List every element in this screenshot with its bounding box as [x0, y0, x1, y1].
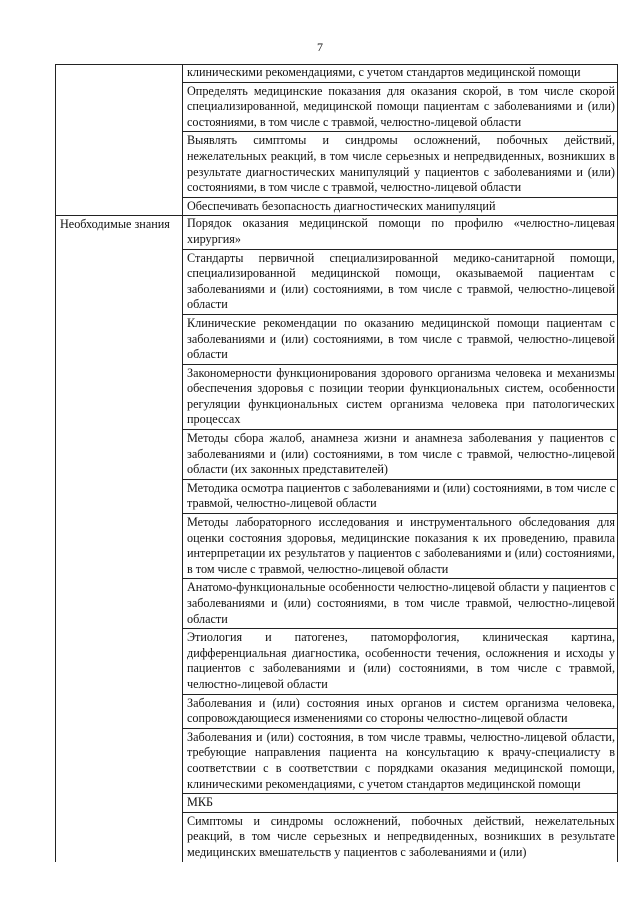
list-item: Симптомы и синдромы осложнений, побочных действий, нежелательных реакций, в том числе серьезных и непредвиденных, возникших в результате медицинских вмешательств у пациентов с заболеваниями и (или) [187, 813, 615, 859]
list-item: МКБ [183, 795, 617, 813]
list-item: Методы сбора жалоб, анамнеза жизни и анамнеза заболевания у пациентов с заболеваниями и (или) состояниями, в том числе с травмой, челюстно-лицевой области (их законных представителей) [183, 431, 617, 480]
row-label [56, 65, 182, 66]
list-item: Порядок оказания медицинской помощи по профилю «челюстно-лицевая хирургия» [183, 216, 617, 249]
list-item: Этиология и патогенез, патоморфология, клиническая картина, дифференциальная диагностика, особенности течения, осложнения и исходы у пациентов с заболеваниями и (или) состояниями, в том числе с травмой, челюстно-лицевой области [183, 630, 617, 694]
row-content-cell [183, 216, 618, 862]
list-item: Стандарты первичной специализированной медико-санитарной помощи, специализированной медицинской помощи, оказываемой пациентам с заболеваниями и (или) состояниями, в том числе с травмой, челюстно-лицевой области [183, 251, 617, 315]
list-item: клиническими рекомендациями, с учетом стандартов медицинской помощи [183, 65, 617, 83]
list-item: Методика осмотра пациентов с заболеваниями и (или) состояниями, в том числе с травмой, челюстно-лицевой области [183, 481, 617, 514]
list-item: Обеспечивать безопасность диагностических манипуляций [187, 198, 496, 213]
list-item: Методы лабораторного исследования и инструментального обследования для оценки состояния здоровья, медицинские показания к их проведению, правила интерпретации их результатов у пациентов с заболеваниями и (или) состояниями, в том числе с травмой, челюстно-лицевой области [183, 515, 617, 579]
list-item: Заболевания и (или) состояния иных органов и систем организма человека, сопровождающиеся изменениями со стороны челюстно-лицевой области [183, 696, 617, 729]
list-item: Определять медицинские показания для оказания скорой, в том числе скорой специализированной, медицинской помощи пациентам с заболеваниями и (или) состояниями, в том числе с травмой, челюстно-лицевой области [183, 84, 617, 133]
competency-table [55, 64, 618, 862]
list-item: Закономерности функционирования здорового организма человека и механизмы обеспечения здоровья с позиции теории функциональных систем, особенности регуляции функциональных систем организма человека при патологических процессах [183, 366, 617, 430]
table-row-skills-continued [56, 65, 618, 216]
list-item: Выявлять симптомы и синдромы осложнений, побочных действий, нежелательных реакций, в том числе серьезных и непредвиденных, возникших в результате диагностических манипуляций у пациентов с заболеваниями и (или) состояниями, в том числе с травмой, челюстно-лицевой области [183, 133, 617, 197]
row-label-cell [56, 65, 183, 216]
row-label-cell [56, 216, 183, 862]
list-item: Клинические рекомендации по оказанию медицинской помощи пациентам с заболеваниями и (или) состояниями, в том числе с травмой, челюстно-лицевой области [183, 316, 617, 365]
row-label: Необходимые знания [60, 217, 170, 232]
row-content-cell [183, 65, 618, 216]
table-row-required-knowledge [56, 216, 618, 862]
list-item: Анатомо-функциональные особенности челюстно-лицевой области у пациентов с заболеваниями и (или) состояниями, в том числе травмой, челюстно-лицевой области [183, 580, 617, 629]
page-number: 7 [317, 40, 323, 54]
list-item: Заболевания и (или) состояния, в том числе травмы, челюстно-лицевой области, требующие направления пациента на консультацию к врачу-специалисту в соответствии с в соответствии с порядками оказания медицинской помощи, клиническими рекомендациями, с учетом стандартов медицинской помощи [183, 730, 617, 794]
